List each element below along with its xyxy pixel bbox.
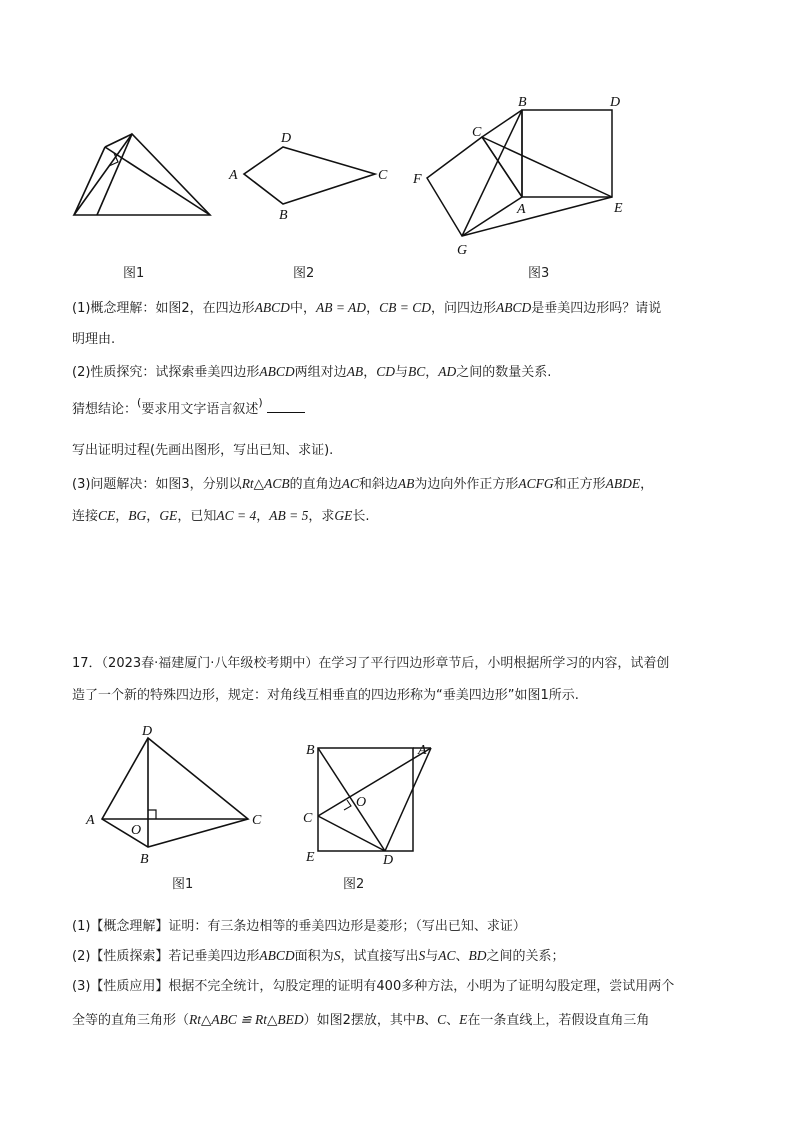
caption-fig1-top: 图1 [123,266,145,281]
p16-conjecture-line: 猜想结论：(要求用文字语言叙述) [72,400,305,420]
fig2b-label-c: C [303,811,313,826]
figure-2-top [225,125,395,225]
fig1-label-a: A [86,813,95,828]
caption-fig2-p17: 图2 [343,877,365,892]
p16-q3-line1: (3)问题解决：如图3，分别以Rt△ACB的直角边AC和斜边AB为边向外作正方形ACFG和正方形ABDE， [72,476,654,492]
fig3-label-c: C [472,125,482,140]
fig2-label-a: A [229,168,238,183]
figure-3-top [405,92,635,262]
fig2b-label-d: D [383,853,394,866]
fig2-label-d: D [281,131,292,146]
p17-q1: (1)【概念理解】证明：有三条边相等的垂美四边形是菱形；（写出已知、求证） [72,919,526,934]
p17-q3-line1: (3)【性质应用】根据不完全统计，勾股定理的证明有400多种方法，小明为了证明勾股定理，尝试用两个 [72,979,675,994]
fig1-label-c: C [252,813,262,828]
fig2b-label-o: O [356,795,367,810]
fig1-label-d: D [142,724,153,739]
answer-blank [267,400,305,413]
figure-1-p17 [80,722,270,872]
p16-q1-line1: (1)概念理解：如图2，在四边形ABCD中，AB = AD，CB = CD，问四边形ABCD是垂美四边形吗？请说 [72,300,662,316]
fig3-label-b: B [518,95,527,110]
caption-fig1-p17: 图1 [172,877,194,892]
p17-q3-line2: 全等的直角三角形（Rt△ABC ≌ Rt△BED）如图2摆放，其中B、C、E在一条直线上，若假设直角三角 [72,1012,650,1028]
fig3-label-g: G [457,243,468,258]
figure-2-p17 [295,736,445,866]
fig2-label-b: B [279,208,288,223]
fig3-label-e: E [614,201,623,216]
fig2b-label-a: A [418,743,427,758]
p17-line2: 造了一个新的特殊四边形，规定：对角线互相垂直的四边形称为“垂美四边形”如图1所示. [72,688,579,703]
p17-line1: 17．（2023春·福建厦门·八年级校考期中）在学习了平行四边形章节后，小明根据所学习的内容，试着创 [72,656,670,671]
fig3-label-d: D [610,95,621,110]
p16-q1-line2: 明理由. [72,332,116,347]
fig1-label-b: B [140,852,149,867]
fig3-label-f: F [413,172,422,187]
caption-fig3-top: 图3 [528,266,550,281]
caption-fig2-top: 图2 [293,266,315,281]
fig1-label-o: O [131,823,142,838]
fig2-label-c: C [378,168,388,183]
figure-1-top [60,120,220,230]
p17-q2: (2)【性质探索】若记垂美四边形ABCD面积为S，试直接写出S与AC、BD之间的关系； [72,948,565,964]
p16-proof-line: 写出证明过程(先画出图形，写出已知、求证). [72,443,334,458]
fig3-label-a: A [517,202,526,217]
fig2b-label-b: B [306,743,315,758]
p16-q2-line: (2)性质探究：试探索垂美四边形ABCD两组对边AB，CD与BC，AD之间的数量关系. [72,364,552,380]
fig2b-label-e: E [306,850,315,865]
p16-q3-line2: 连接CE，BG，GE，已知AC = 4，AB = 5，求GE长. [72,508,370,524]
